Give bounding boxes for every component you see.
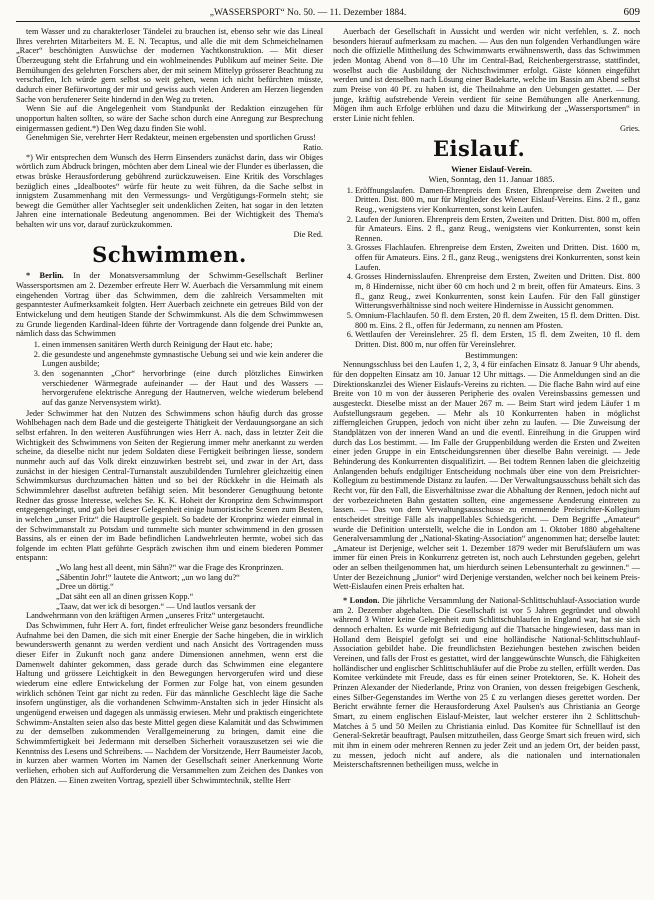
header-rule	[16, 21, 640, 22]
page-number: 609	[623, 6, 640, 18]
paragraph: Das Schwimmen, fuhr Herr A. fort, findet erfreulicher Weise ganz besonders freundliche Aufnahme bei den Damen, die sich mit einer Energie der Sache hingeben, die in wirklich bewunderswerth genannt zu werden verdient und nach Ansicht des Vortragenden muss dieser Eifer in Zukunft noch ganz andere Dimensionen annehmen, wenn erst die Damenwelt dahinter gekommen, dass gerade durch das Schwimmen eine elegantere Haltung und grössere Leichtigkeit in den Bewegungen hervorgerufen wird und diese wiederum eine edlere Entwickelung der Formen zur Folge hat, von einem gesunden wirklich schönen Teint gar nicht zu reden. Für das männliche Geschlecht läge die Sache insofern ungünstiger, als die vorhandenen Schwimm-Anstalten sich in jeder Hinsicht als ungenügend erweisen und dagegen als unmässig erwiesen. Mehr und praktisch eingerichtete Schwimm-Anstalten seien also das beste Mittel gegen diese Kalamität und das Schwimmen zu der demselben zukommenden Verallgemeinerung zu bringen, damit eine die Schwimmfertigkeit bei Jedermann mit derselben Sicherheit vorauszusetzen sei wie die Kenntniss des Lesens und Schreibens. — Nachdem der Vorsitzende, Herr Baumeister Jacob, in kurzen aber warmen Worten im Namen der Gesellschaft seiner Anerkennung Worte verliehen, erhoben sich auf Aufforderung die Versammelten zum Zeichen des Dankes von den Plätzen. — Einen zweiten Vortrag, speziell über Schwimmtechnik, stellte Herr	[16, 621, 323, 785]
dialogue-line: „Säbentin Johr!“ lautete die Antwort; „un wo lang du?“	[56, 572, 240, 582]
dialogue-line: „Dat säht een all an dinen grissen Kopp.“	[56, 592, 194, 602]
signature: Ratio.	[302, 142, 323, 152]
dateline: * London.	[343, 596, 380, 606]
editor-note: *) Wir entsprechen dem Wunsch des Herrn Einsenders zunächst darin, dass wir Obiges wörtlich zum Abdruck bringen, möchten aber dem Lineal wie der Flunder es überlassen, die etwas brüske Herausforderung gebührend zurückzuweisen. Eine Kritik des Vorschlages bezüglich eines „Idealbootes“ würfe für heute zu weit führen, da die Sache selbst in innigstem Zusammenhang mit den Vermessungs- und Vergütigungs-Formeln steht; sie bewegt die Gemüther aller Yachtsegler seit undenklichen Zeiten, hat sogar in den letzten Jahren eine internationale Bedeutung angenommen. Bei der Wichtigkeit des Thema's behalten wir uns vor, darauf zurückzukommen.	[16, 152, 323, 230]
paragraph: Jeder Schwimmer hat den Nutzen des Schwimmens schon häufig durch das grosse Wohlbehagen nach dem Bade und die gesteigerte Thätigkeit der Verdauungsorgane an sich selbst erfahren. In den weiteren Ausführungen wies Herr A. nach, dass in letzter Zeit die Wichtigkeit des Schwimmens von Seiten der Regierung immer mehr anerkannt zu werden scheine, da dieselbe nicht nur jedem Soldaten diese Fertigkeit beibringen liesse, sondern nunmehr auch auf das Volk direkt einzuwirken bestrebt sei, und zwar in der Art, dass zunächst in der hiesigen Central-Turnanstalt auszubildenden Turnlehrer gleichzeitig einen Schwimmkursus durchzumachen hätten und so bei der Rückkehr in die Heimath als Schwimmlehrer daselbst auftreten befähigt seien. Mit besonderer Genugthuung betonte Redner das grosse Interesse, welches Se. K. K. Hoheit der Kronprinz dem Schwimmsport entgegengebringt, und gab bei dieser Gelegenheit einige humoristische Scenen zum Besten, in welchen „unser Fritz“ die Hauptrolle gespielt. So badete der Kronprinz wieder einmal in der Schwimmanstalt zu Potsdam und tummelte sich munter schwimmend in den grossen Bassins, als er einen der im Bade befindlichen Landwehrleuten hermte, wobei sich das folgende im echten Platt geführte Gespräch zwischen ihm und einem biederen Pommer entspann:	[16, 408, 323, 563]
dialogue-line: „Dree un dörtig.“	[56, 582, 114, 592]
list-item: 5. Omnium-Flachlaufen. 50 fl. dem Ersten, 20 fl. dem Zweiten, 15 fl. dem Dritten. Dist. 800 m. Eins. 2 fl., offen für Jedermann, zu nennen am Pfosten.	[355, 311, 640, 330]
section-title-eislauf: Eislauf.	[433, 136, 526, 162]
rules-heading: Bestimmungen:	[465, 350, 518, 360]
dialogue-line: „Wo lang hest all deent, min Sähn?“ war die Frage des Kronprinzen.	[56, 563, 284, 573]
list-item: 1. einen immensen sanitären Werth durch Reinigung der Haut etc. habe;	[42, 340, 323, 350]
right-column	[333, 27, 640, 887]
dialogue-line: „Taaw, dat wer ick di besorgen.“ — Und lautlos versank der	[56, 601, 256, 611]
signature: Die Red.	[293, 229, 323, 239]
paragraph: tem Wasser und zu charakterloser Tändelei zu brauchen ist, ebenso sehr wie das Lineal Ihres verehrten Mitarbeiters M. E. N. Tecaptus, und alle die mit dem Schmeichelnamen „Racer“ beschönigten Auswüchse der modernen Yachtkonstruktion. — Mit dieser Überzeugung steht die Erfahrung und ein wohlmeinendes Publikum auf meiner Seite. Die Bemühungen des gelehrten Forschers aber, der mit seinem Mittelyp grösserer Beachtung zu verschaffen, Ich würde gern selbst so weit gehen, wenn ich nicht befürchten müsste, dadurch einer Befürwortung der mir und gewiss auch vielen Anderen am Herzen liegenden Sache von berufenerer Seite hindernd in den Weg zu treten.	[16, 27, 323, 104]
paragraph: Wenn Sie auf die Angelegenheit vom Standpunkt der Redaktion einzugehen für unopportun halten sollten, so wäre der Sache schon durch eine Anregung zur Besprechung einigermassen gedient.*) Den Weg dazu finden Sie wohl.	[16, 104, 323, 133]
list-item: 6. Wettlaufen der Vereinslehrer. 25 fl. dem Ersten, 15 fl. dem Zweiten, 10 fl. dem Dritten. Dist. 800 m, nur offen für Vereinslehrer.	[355, 330, 640, 349]
paragraph: Nennungsschluss bei den Laufen 1, 2, 3, 4 für einfachen Einsatz 8. Januar 9 Uhr abends, für den doppelten Einsatz am 10. Januar 12 Uhr mittags. — Die Anmeldungen sind an die Direktionskanzlei des Wiener Eislaufs-Vereins zu richten. — Die flache Bahn wird auf eine Breite von 10 m von der äusseren Peripherie des ovalen Vereinsbassins gemessen und ausgesteckt. Dieselbe misst an der Mauer 267 m. — Beim Start wird jedem Läufer 1 m Aufstellungsraum gegeben. — Mehr als 10 Konkurrenten haben in möglichst zifferngleichen Gruppen, jedoch von nicht über zehn zu laufen. — Die Zuweisung der Standplätzen von der inneren Wand an und die eventl. Einreihung in die Gruppen wird durch das Los bestimmt. — Im Falle der Gruppenbildung werden die Ersten und Zweiten einer jeden Gruppe in ein Entscheidungsrennen über dieselbe Bahn vereinigt. — Jede Behinderung des Konkurrenten disqualifizirt. — Bei todtem Rennen laben die gleichzeitig Anlangenden behufs endgiltiger Entscheidung nochmals über eine von dem Preisrichter-Kollegium zu bestimmende Distanz zu laufen. — Der Verwaltungsausschuss behält sich das Recht vor, für den Fall, die Eisverhältnisse zwar die Abhaltung der Rennen, jedoch nicht auf der vorbezeichneten Bahn gestatten sollten, eine angemessene Aenderung eintreten zu lassen. — Das von dem Verwaltungsausschusse zu ernennende Preisrichter-Kollegium entscheidet streitige Fälle als inappellables Schiedsgericht. — Dem Begriffe „Amateur“ wurde die Definition unterstellt, welche die in London am 1. Oktober 1880 abgehaltene Generalversammlung der „National-Skating-Association“ angenommen hat; derselbe lautet: „Amateur ist Derjenige, welcher seit 1. Dezember 1879 weder mit Berufsläufern um was immer für einen Preis in Konkurrenz getreten ist, noch auch Lehrstunden gegeben, gelehrt oder an selben theilgenommen hat, um hierdurch seinen Lebensunterhalt zu gewinnen.“ — Unter der Bezeichnung „Junior“ wird Derjenige verstanden, welcher noch bei keinem Preis-Wett-Eislaufen einen Preis erhalten hat.	[333, 360, 640, 592]
event-date: Wien, Sonntag, den 11. Januar 1885.	[428, 173, 555, 184]
list-item: 1. Eröffnungslaufen. Damen-Ehrenpreis dem Ersten, Ehrenpreise dem Zweiten und Dritten. Dist. 800 m, nur für Mitglieder des Wiener Eislauf-Vereins. Eins. 2 fl., ganz Reug., wenigstens vier Konkurrenten, sonst kein Laufen.	[355, 186, 640, 215]
section-title-schwimmen: Schwimmen.	[92, 242, 247, 268]
header-title: „WASSERSPORT“ No. 50. — 11. Dezember 1884.	[209, 8, 407, 18]
paragraph: Landwehrmann von den kräftigen Armen „unseres Fritz“ untergetaucht.	[26, 611, 265, 621]
dateline: * Berlin.	[26, 271, 64, 281]
columns	[16, 27, 640, 887]
page-header	[16, 6, 640, 20]
list-item: 2. die gesundeste und angenehmste gymnastische Uebung sei und wie kein anderer die Lungen ausbilde;	[42, 350, 323, 369]
signature: Gries.	[619, 123, 640, 133]
list-item: 3. Grosses Flachlaufen. Ehrenpreise dem Ersten, Zweiten und Dritten. Dist. 1600 m, offen für Amateurs. Eins. 2 fl., ganz Reug., wenigstens drei Konkurrenten, sonst kein Laufen.	[355, 243, 640, 272]
report-text: Die jährliche Versammlung der National-Schlittschuhlauf-Association wurde am 2. Dezember abgehalten. Die Gesellschaft ist vor 5 Jahren gegründet und obwohl während 3 Winter keine Gelegenheit zum Schlittschuhlaufen in England war, hat sie sich dennoch erhalten. Es wurde mit Befriedigung auf die Thatsache hingewiesen, dass man in Holland dem Beispiel gefolgt sei und eine holländische National-Schlittschuhlauf-Association gebildet habe. Die freundlichsten Beziehungen bestehen zwischen beiden Vereinen, und falls der Frost es gestattet, wird der langgewünschte Wunsch, die Fähigkeiten holländischer und englischer Schlittschuhläufer auf die Probe zu stellen, erfüllt werden. Das Komitee verkündete mit Freude, dass es für einen seiner Protektoren, Se. K. Hoheit des Prinzen Alexander der Niederlande, Prinz von Oranien, von dessen freigebigen Geschenk, eines Silber-Gegenstandes im Werthe von 25 ₤ zu verlangen dieses gerettet worden. Der Bericht erwähnte ferner die Herausforderung Axel Paulsen's aus Christiania an George Smart, zu einem englischen Eislauf-Meister, laut welcher ersterer ihn 2 Schlittschuh-Matches à 5 und 50 Meilen zu Christiania einlud. Das Komitee für Schnelllauf ist den General-Sekretär beauftragt, Paulsen mitzutheilen, dass George Smart sich freuen wird, sich mit ihm in einem oder mehreren Rennen zu jeder Zeit und an jedem Ort, der beiden passt, zu messen, jedoch nicht auf andere, als die nationalen und internationalen Meisterschaftsrennen betheiligen muss, welche in	[333, 596, 640, 770]
race-list	[333, 186, 640, 350]
left-column	[16, 27, 323, 887]
list-item: 4. Grosses Hindernisslaufen. Ehrenpreise dem Ersten, Zweiten und Dritten. Dist. 800 m, 8 Hindernisse, nicht über 60 cm hoch und 2 m breit, offen für Amateurs. Eins. 3 fl., ganz Reug., zwei Konkurrenten, sonst kein Laufen. Für den Fall günstiger Witterungsverhältnisse sind noch weitere Hindernisse in Aussicht genommen.	[355, 272, 640, 311]
list-item: 3. den sogenannten „Chor“ hervorbringe (eine durch plötzliches Einwirken verschiedener Wärmegrade aufeinander — der Haut und des Wassers — hervorgerufene elektrische Anregung der Hautnerven, welche wiederum belebend auf das ganze Nervensystem wirkt).	[42, 369, 323, 408]
paragraph: Genehmigen Sie, verehrter Herr Redakteur, meinen ergebensten und sportlichen Gruss!	[26, 133, 317, 143]
list-item: 2. Laufen der Junioren. Ehrenpreis dem Ersten, Zweiten und Dritten. Dist. 800 m, offen für Amateurs. Eins. 2 fl., ganz Reug., wenigstens vier Konkurrenten, sonst kein Rennen.	[355, 215, 640, 244]
report-text: In der Monatsversammlung der Schwimm-Gesellschaft Berliner Wassersportsmen am 2. Dezember erfreute Herr W. Auerbach die Versammlung mit einem eingehenden Vortrag über das Schwimmen, dem die zahlreich Versammelten mit gespanntester Aufmerksamkeit folgten. Herr Auerbach zeichnete ein getreues Bild von der Entwickelung und dem heutigen Stande der Schwimmkunst. Als die dem Schwimmwesen zu Grunde liegenden Kardinal-Ideen führte der Vortragende dann folgende drei Punkte an, nämlich dass das Schwimmen	[16, 271, 323, 339]
report-berlin	[16, 271, 323, 339]
points-list	[16, 340, 323, 408]
club-subtitle: Wiener Eislauf-Verein.	[451, 165, 532, 175]
paragraph: Auerbach der Gesellschaft in Aussicht und werden wir nicht verfehlen, s. Z. noch besonders hierauf aufmerksam zu machen. — Aus den nun folgenden Verhandlungen wäre noch die offizielle Mittheilung des Schwimmwarts erwähnenswerth, dass das Schwimmen jeden Montag Abend von 8—10 Uhr im Central-Bad, Reichenbergerstrasse, stattfindet, woselbst auch die Ausbildung der Nichtschwimmer erfolgt. Gäste können eingeführt werden und ist denselben nach Lösung einer Badekarte, welche im Bassin am Abend selbst zum Preise von 40 Pf. zu haben ist, die Theilnahme an den Uebungen gestattet. — Der junge, kräftig aufstrebende Verein verdient für seine Bemühungen alle Anerkennung. Mögen ihm auch Erfolge erblühen und dazu die Mitwirkung der „Wassersportsmen“ in erster Linie nicht fehlen.	[333, 27, 640, 123]
report-london	[333, 596, 640, 770]
